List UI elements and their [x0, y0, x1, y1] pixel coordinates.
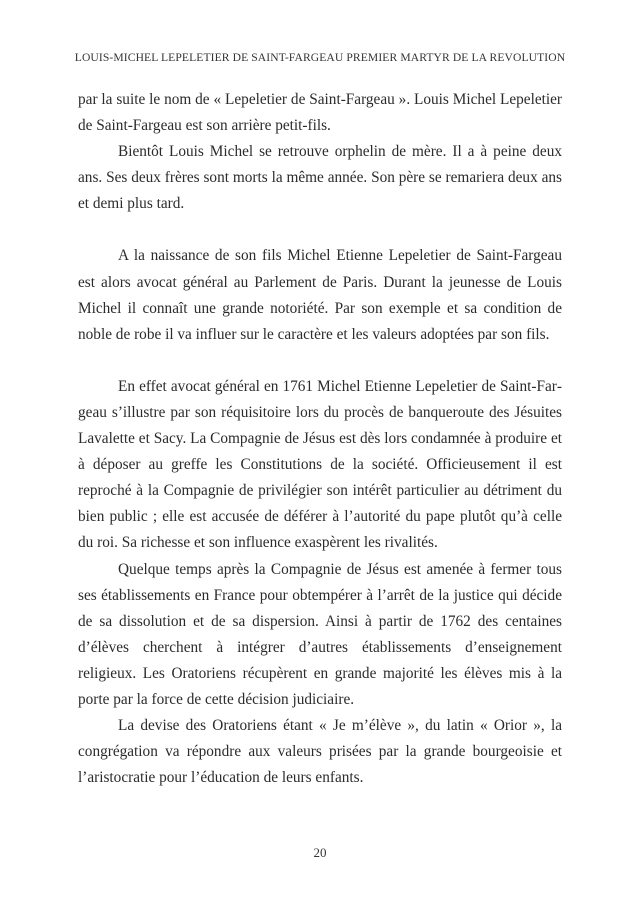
paragraph-continuation: par la suite le nom de « Lepeletier de Saint-Fargeau ». Louis Michel Lepeletier de Saint-Fargeau est son arrière petit-fils.: [78, 91, 562, 135]
paragraph: Bientôt Louis Michel se retrouve orphelin de mère. Il a à peine deux ans. Ses deux frères sont morts la même année. Son père se remariera deux ans et demi plus tard.: [78, 143, 562, 213]
body-text: [78, 87, 562, 791]
running-header: LOUIS-MICHEL LEPELETIER DE SAINT-FARGEAU PREMIER MARTYR DE LA REVOLUTION: [74, 51, 566, 64]
paragraph: A la naissance de son fils Michel Etienne Lepeletier de Saint-Fargeau est alors avocat général au Parlement de Paris. Durant la jeunesse de Louis Michel il connaît une grande notoriété. Par son exemple et sa condition de noble de robe il va influer sur le caractère et les valeurs adoptées par son fils.: [78, 247, 562, 343]
paragraph: Quelque temps après la Compagnie de Jésus est amenée à fermer tous ses établissements en France pour obtempérer à l’arrêt de la justice qui décide de sa dissolution et de sa dispersion. Ainsi à partir de 1762 des centaines d’élèves cherchent à intégrer d’autres établissements d’enseignement religieux. Les Oratoriens récupèrent en grande majorité les élèves mis à la porte par la force de cette décision judiciaire.: [78, 560, 562, 708]
paragraph: La devise des Oratoriens étant « Je m’élève », du latin « Orior », la congrégation va répondre aux valeurs prisées par la grande bourgeoisie et l’aristocratie pour l’éducation de leurs enfants.: [78, 717, 562, 787]
page-number: 20: [313, 845, 327, 860]
paragraph: En effet avocat général en 1761 Michel Etienne Lepeletier de Saint-Fargeau s’illustre par son réquisitoire lors du procès de banqueroute des Jésuites Lavalette et Sacy. La Compagnie de Jésus est dès lors condamnée à produire et à déposer au greffe les Constitutions de la société. Officieusement il est reproché à la Compagnie de privilégier son intérêt particulier au détriment du bien public ; elle est accusée de déférer à l’autorité du pape plutôt qu’à celle du roi. Sa richesse et son influence exaspèrent les rivalités.: [78, 377, 562, 552]
